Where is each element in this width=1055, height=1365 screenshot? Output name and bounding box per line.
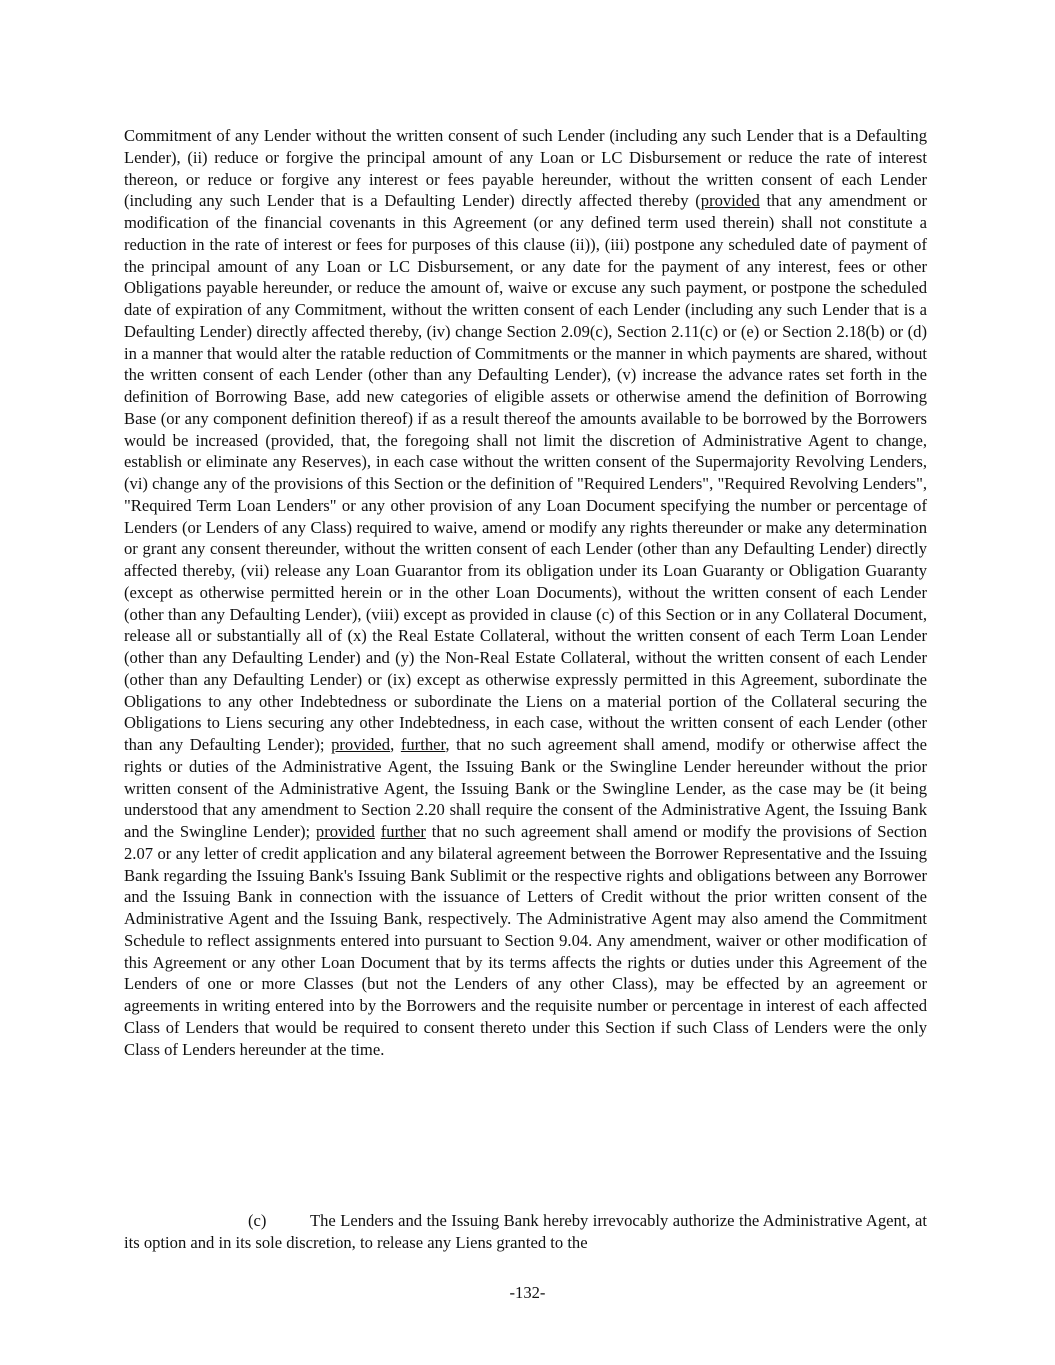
text-run: that any amendment or modification of the financial covenants in this Agreement (or any defined term used therein) shall not constitute a reduction in the rate of interest or fees for purposes of this clause (ii)), (iii) postpone any scheduled date of payment of the principal amount of any Loan or LC Disbursement, or any date for the payment of any interest, fees or other Obligations payable hereunder, or reduce the amount of, waive or excuse any such payment, or postpone the scheduled date of expiration of any Commitment, without the written consent of each Lender (including any such Lender that is a Defaulting Lender) directly affected thereby, (iv) change Section 2.09(c), Section 2.11(c) or (e) or Section 2.18(b) or (d) in a manner that would alter the ratable reduction of Commitments or the manner in which payments are shared, without the written consent of each Lender (other than any Defaulting Lender), (v) increase the advance rates set forth in the definition of Borrowing Base, add new categories of eligible assets or otherwise amend the definition of Borrowing Base (or any component definition thereof) if as a result thereof the amounts available to be borrowed by the Borrowers would be increased (provided, that, the foregoing shall not limit the discretion of Administrative Agent to change, establish or eliminate any Reserves), in each case without the written consent of the Supermajority Revolving Lenders, (vi) change any of the provisions of this Section or the definition of "Required Lenders", "Required Revolving Lenders", "Required Term Loan Lenders" or any other provision of any Loan Document specifying the number or percentage of Lenders (or Lenders of any Class) required to waive, amend or modify any rights thereunder or make any determination or grant any consent thereunder, without the written consent of each Lender (other than any Defaulting Lender) directly affected thereby, (vii) release any Loan Guarantor from its obligation under its Loan Guaranty or Obligation Guaranty (except as otherwise permitted herein or in the other Loan Documents), without the written consent of each Lender (other than any Defaulting Lender), (viii) except as provided in clause (c) of this Section or in any Collateral Document, release all or substantially all of (x) the Real Estate Collateral, without the written consent of each Term Loan Lender (other than any Defaulting Lender) and (y) the Non-Real Estate Collateral, without the written consent of each Lender (other than any Defaulting Lender) or (ix) except as otherwise expressly permitted in this Agreement, subordinate the Obligations to any other Indebtedness or subordinate the Liens on a material portion of the Collateral securing the Obligations to Liens securing any other Indebtedness, in each case, without the written consent of each Lender (other than any Defaulting Lender); bbox=[124, 191, 927, 754]
underlined-term: provided bbox=[315, 822, 375, 841]
text-run: , bbox=[390, 735, 401, 754]
clause-text: The Lenders and the Issuing Bank hereby irrevocably authorize the Administrative Agent, at its option and in its sole discretion, to release any Liens granted to the bbox=[124, 1211, 927, 1252]
underlined-term: further bbox=[380, 822, 426, 841]
clause-label: (c) bbox=[248, 1211, 267, 1230]
underlined-term: provided bbox=[331, 735, 391, 754]
underlined-term: provided bbox=[700, 191, 760, 211]
body-paragraph bbox=[124, 125, 927, 1060]
text-run: Commitment of any Lender without the written consent of such Lender (including any such Lender that is a Defaulting Lender), (ii) reduce or forgive the principal amount of any Loan or LC Disbursement or reduce the rate of interest thereon, or reduce or forgive any interest or fees payable hereunder, without the written consent of each Lender (including any such Lender that is a Defaulting Lender) directly affected thereby ( bbox=[124, 126, 927, 211]
underlined-term: further bbox=[400, 735, 446, 754]
page-number: -132- bbox=[509, 1283, 546, 1302]
text-run: that no such agreement shall amend or modify the provisions of Section 2.07 or any letter of credit application and any bilateral agreement between the Borrower Representative and the Issuing Bank regarding the Issuing Bank's Issuing Bank Sublimit or the respective rights and obligations between any Borrower and the Issuing Bank in connection with the issuance of Letters of Credit without the prior written consent of the Administrative Agent and the Issuing Bank, respectively. The Administrative Agent may also amend the Commitment Schedule to reflect assignments entered into pursuant to Section 9.04. Any amendment, waiver or other modification of this Agreement or any other Loan Document that by its terms affects the rights or duties under this Agreement of the Lenders of one or more Classes (but not the Lenders of any other Class), may be effected by an agreement or agreements in writing entered into by the Borrowers and the requisite number or percentage in interest of each affected Class of Lenders that would be required to consent thereto under this Section if such Class of Lenders were the only Class of Lenders hereunder at the time. bbox=[124, 822, 928, 1059]
text-run: , that no such agreement shall amend, modify or otherwise affect the rights or duties of the Administrative Agent, the Issuing Bank or the Swingline Lender hereunder without the prior written consent of the Administrative Agent, the Issuing Bank or the Swingline Lender, as the case may be (it being understood that any amendment to Section 2.20 shall require the consent of the Administrative Agent, the Issuing Bank and the Swingline Lender); bbox=[124, 735, 927, 841]
clause-c-paragraph bbox=[124, 1210, 927, 1254]
